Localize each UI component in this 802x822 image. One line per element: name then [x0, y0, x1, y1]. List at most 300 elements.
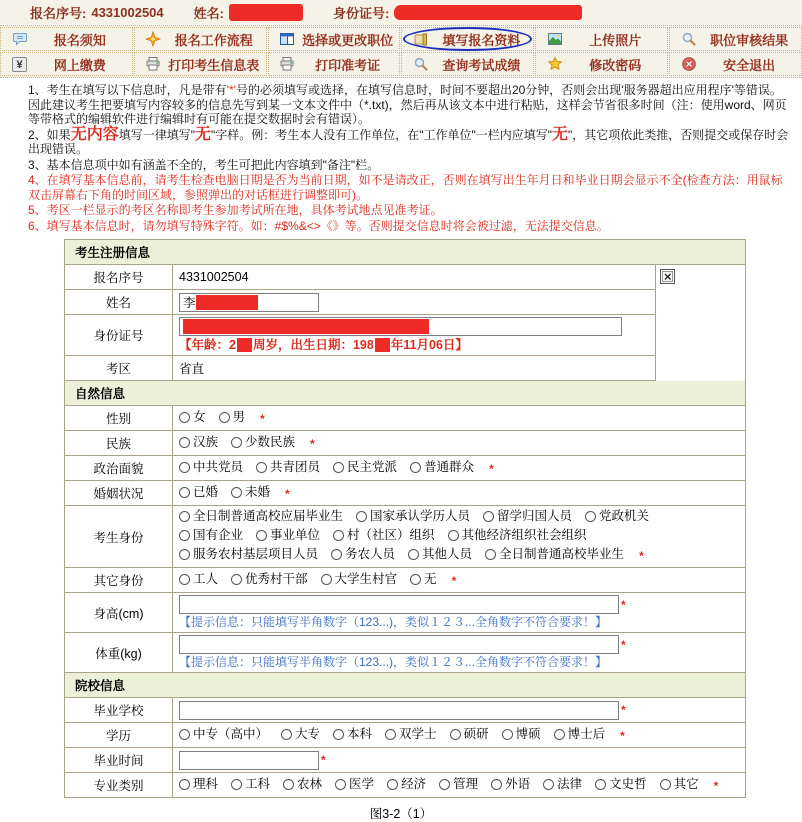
- radio-option-label: 优秀村干部: [245, 571, 308, 586]
- radio-option[interactable]: [585, 508, 649, 525]
- field-label: 考区: [65, 356, 173, 380]
- section-rows: [65, 265, 655, 381]
- field-value-cell: [173, 593, 745, 632]
- radio-option[interactable]: [333, 527, 435, 544]
- radio-icon: [491, 779, 502, 790]
- subtext-text: 周岁，出生日期：198: [252, 338, 374, 352]
- input-value-text: 李: [183, 296, 196, 310]
- instruction-text: 填写一律填写": [118, 127, 195, 142]
- radio-option[interactable]: [408, 546, 472, 563]
- field-value-line: [179, 434, 739, 453]
- radio-group: [179, 484, 290, 503]
- required-asterisk: *: [260, 411, 265, 426]
- field-value-cell: [173, 315, 655, 355]
- field-value-cell: [173, 356, 655, 380]
- radio-icon: [485, 549, 496, 560]
- field-value-line: [179, 317, 649, 336]
- table-row: [65, 290, 655, 315]
- radio-option[interactable]: [335, 776, 374, 793]
- section-header: 考生注册信息: [65, 240, 745, 265]
- field-label: 身高(cm): [65, 593, 173, 632]
- table-row: [65, 748, 745, 773]
- radio-icon: [333, 729, 344, 740]
- radio-icon: [281, 729, 292, 740]
- field-value-cell: [173, 456, 745, 480]
- field-label: 毕业学校: [65, 698, 173, 722]
- field-label: 报名序号: [65, 265, 173, 289]
- radio-icon: [179, 462, 190, 473]
- toolbar-button-label: 修改密码: [589, 57, 642, 73]
- field-value-cell: [173, 481, 745, 505]
- radio-option-label: 国有企业: [193, 528, 244, 542]
- session-field-label: 身份证号:: [333, 6, 390, 21]
- radio-option[interactable]: [231, 571, 308, 588]
- section-body: [65, 698, 745, 797]
- redaction-block: [237, 338, 252, 352]
- radio-icon: [448, 530, 459, 541]
- radio-option-label: 服务农村基层项目人员: [193, 547, 319, 561]
- id-age-subtext: [179, 337, 649, 353]
- toolbar: [0, 26, 802, 78]
- radio-option[interactable]: [333, 726, 372, 743]
- toolbar-button-label: 打印准考证: [315, 57, 381, 73]
- radio-icon: [410, 462, 421, 473]
- field-value-line: [179, 571, 739, 590]
- radio-option[interactable]: [179, 434, 218, 451]
- field-value-line: [179, 595, 739, 614]
- text-input[interactable]: [179, 701, 619, 720]
- radio-option[interactable]: [660, 776, 699, 793]
- radio-icon: [179, 437, 190, 448]
- radio-option-label: 理科: [193, 776, 219, 791]
- radio-option-label: 少数民族: [245, 434, 296, 449]
- required-asterisk: *: [451, 573, 457, 588]
- table-row: [65, 723, 745, 748]
- radio-option-label: 本科: [347, 726, 373, 741]
- radio-option-label: 管理: [453, 776, 479, 791]
- radio-icon: [554, 729, 565, 740]
- field-label: 身份证号: [65, 315, 173, 355]
- radio-option[interactable]: [231, 776, 270, 793]
- radio-option[interactable]: [179, 409, 206, 426]
- registration-form: [64, 239, 746, 798]
- instruction-text: "字样。例：考生本人没有工作单位，在"工作单位"一栏内应填写": [210, 127, 553, 142]
- radio-icon: [179, 729, 190, 740]
- radio-icon: [356, 511, 367, 522]
- radio-group: [179, 571, 456, 590]
- radio-option[interactable]: [219, 409, 246, 426]
- toolbar-button[interactable]: [0, 27, 133, 51]
- radio-option[interactable]: [491, 776, 530, 793]
- section-header: 自然信息: [65, 381, 745, 406]
- star-icon: [546, 56, 563, 72]
- required-asterisk: *: [621, 703, 626, 717]
- radio-icon: [439, 779, 450, 790]
- starburst-icon: [145, 31, 162, 47]
- field-value-line: [179, 701, 739, 720]
- magnifier-icon: [680, 31, 697, 47]
- radio-option-label: 法律: [557, 776, 583, 791]
- field-value-cell: [173, 748, 745, 772]
- toolbar-button[interactable]: [401, 52, 534, 76]
- redaction-bar: [229, 4, 303, 21]
- figure-caption: 图3-2（1）: [369, 807, 433, 821]
- broken-image-icon: [660, 271, 675, 288]
- field-label: 体重(kg): [65, 633, 173, 672]
- radio-icon: [256, 462, 267, 473]
- input-hint: 【提示信息：只能填写半角数字（123...)，类似１２３...全角数字不符合要求！】: [179, 615, 608, 629]
- radio-option[interactable]: [331, 546, 395, 563]
- field-value-cell: [173, 773, 745, 797]
- section-body: [65, 265, 745, 381]
- session-field-label: 姓名:: [193, 6, 224, 21]
- text-input[interactable]: [179, 293, 319, 312]
- field-value-line: [179, 409, 739, 428]
- radio-icon: [231, 487, 242, 498]
- radio-option-label: 村（社区）组织: [347, 528, 435, 542]
- field-value-cell: [173, 265, 655, 289]
- instruction-text: 3、基本信息项中如有涵盖不全的，考生可把此内容填到"备注"栏。: [28, 157, 380, 172]
- radio-option[interactable]: [543, 776, 582, 793]
- field-label: 学历: [65, 723, 173, 747]
- radio-option[interactable]: [179, 527, 243, 544]
- redaction-block: [375, 338, 390, 352]
- radio-option[interactable]: [231, 484, 270, 501]
- field-value-line: [179, 726, 739, 745]
- radio-option[interactable]: [450, 726, 489, 743]
- radio-option-label: 博硕: [515, 726, 541, 741]
- section-rows: [65, 406, 745, 673]
- field-value-cell: [173, 568, 745, 592]
- radio-option-label: 女: [193, 409, 206, 424]
- radio-option-label: 中共党员: [193, 459, 244, 474]
- table-row: [65, 633, 745, 673]
- redaction-bar: [394, 5, 582, 20]
- field-value-line: [179, 635, 739, 654]
- table-row: [65, 265, 655, 290]
- field-value-cell: [173, 290, 655, 314]
- toolbar-button-label: 填写报名资料: [442, 32, 521, 48]
- toolbar-button[interactable]: [268, 27, 401, 51]
- field-label: 其它身份: [65, 568, 173, 592]
- field-value-line: [179, 459, 739, 478]
- radio-option[interactable]: [231, 434, 295, 451]
- text-input[interactable]: [179, 595, 619, 614]
- field-value-cell: [173, 723, 745, 747]
- speech-bubble-icon: [11, 31, 28, 47]
- field-value-cell: [173, 506, 745, 567]
- radio-option[interactable]: [283, 776, 322, 793]
- toolbar-button-label: 上传照片: [589, 32, 642, 48]
- section-header: 院校信息: [65, 673, 745, 698]
- toolbar-button-label: 打印考生信息表: [168, 57, 260, 73]
- radio-icon: [408, 549, 419, 560]
- required-asterisk: *: [620, 728, 625, 743]
- field-value-line: [179, 293, 649, 312]
- instruction-text: 5、考区一栏显示的考区名称即考生参加考试所在地，具体考试地点见准考证。: [28, 203, 443, 217]
- radio-option-label: 国家承认学历人员: [370, 509, 471, 523]
- radio-option-label: 全日制普通高校应届毕业生: [193, 509, 344, 523]
- radio-option-label: 民主党派: [347, 459, 398, 474]
- radio-icon: [219, 412, 230, 423]
- radio-group: [179, 409, 265, 428]
- radio-option-label: 共青团员: [270, 459, 321, 474]
- instruction-line: [28, 83, 792, 127]
- radio-icon: [179, 549, 190, 560]
- table-row: [65, 506, 745, 568]
- radio-option-label: 经济: [401, 776, 427, 791]
- toolbar-button-label: 报名工作流程: [174, 32, 253, 48]
- radio-option-label: 工人: [193, 571, 219, 586]
- radio-icon: [410, 574, 421, 585]
- radio-option[interactable]: [554, 726, 606, 743]
- section-body: [65, 406, 745, 673]
- radio-group: [179, 434, 315, 453]
- toolbar-button[interactable]: [0, 52, 133, 76]
- field-value-cell: [173, 698, 745, 722]
- instruction-text: 无: [552, 125, 569, 143]
- radio-icon: [179, 487, 190, 498]
- radio-icon: [179, 574, 190, 585]
- text-input[interactable]: [179, 317, 622, 336]
- window-grid-icon: [279, 31, 296, 47]
- radio-option-label: 医学: [349, 776, 375, 791]
- instructions: [0, 78, 802, 236]
- radio-option-label: 务农人员: [345, 547, 396, 561]
- radio-option[interactable]: [410, 571, 437, 588]
- section-rows: [65, 698, 745, 797]
- radio-icon: [502, 729, 513, 740]
- text-input[interactable]: [179, 751, 319, 770]
- radio-option-label: 汉族: [193, 434, 219, 449]
- photo-icon: [546, 31, 563, 47]
- radio-group: [179, 726, 625, 745]
- toolbar-button-label: 职位审核结果: [710, 32, 789, 48]
- radio-option[interactable]: [410, 459, 474, 476]
- radio-option[interactable]: [502, 726, 541, 743]
- radio-option-label: 全日制普通高校毕业生: [499, 547, 625, 561]
- instruction-line: [28, 173, 792, 202]
- toolbar-button-label: 安全退出: [723, 57, 776, 73]
- table-row: [65, 431, 745, 456]
- instruction-text: 1、考生在填写以下信息时，凡是带有: [28, 83, 227, 97]
- instruction-text: 6、填写基本信息时，请勿填写特殊字符。如：#$%&<>《》等。否则提交信息时将会被过滤，无法提交信息。: [28, 218, 609, 233]
- radio-option-label: 已婚: [193, 484, 219, 499]
- radio-option-label: 未婚: [245, 484, 271, 499]
- table-row: [65, 593, 745, 633]
- radio-icon: [321, 574, 332, 585]
- radio-option-label: 文史哲: [609, 776, 647, 791]
- radio-option[interactable]: [256, 459, 320, 476]
- radio-icon: [660, 779, 671, 790]
- field-label: 婚姻状况: [65, 481, 173, 505]
- toolbar-button[interactable]: [134, 27, 267, 51]
- radio-option-label: 其他经济组织社会组织: [461, 528, 587, 542]
- instruction-line: [28, 203, 792, 218]
- radio-option[interactable]: [385, 726, 437, 743]
- field-label: 性别: [65, 406, 173, 430]
- radio-option[interactable]: [448, 527, 587, 544]
- radio-option-label: 外语: [505, 776, 531, 791]
- instruction-line: [28, 125, 792, 157]
- field-value-line: [179, 484, 739, 503]
- radio-option-label: 工科: [245, 776, 271, 791]
- redaction-bar: [196, 295, 258, 310]
- field-label: 姓名: [65, 290, 173, 314]
- radio-option[interactable]: [179, 546, 318, 563]
- radio-icon: [256, 530, 267, 541]
- radio-option[interactable]: [281, 726, 320, 743]
- radio-group: [179, 776, 718, 795]
- radio-option[interactable]: [179, 484, 218, 501]
- subtext-text: 【年龄：2: [179, 338, 236, 352]
- required-asterisk: *: [321, 753, 326, 767]
- radio-icon: [335, 779, 346, 790]
- radio-option-label: 党政机关: [599, 509, 650, 523]
- radio-option-label: 双学士: [399, 726, 437, 741]
- field-label: 政治面貌: [65, 456, 173, 480]
- radio-icon: [331, 549, 342, 560]
- toolbar-button[interactable]: [268, 52, 401, 76]
- printer-icon: [145, 56, 162, 72]
- table-row: [65, 773, 745, 797]
- radio-option-label: 留学归国人员: [497, 509, 573, 523]
- radio-option-label: 中专（高中）: [193, 726, 269, 741]
- radio-option-label: 大学生村官: [334, 571, 398, 586]
- field-value: 4331002504: [179, 270, 249, 284]
- radio-group: [179, 459, 494, 478]
- required-asterisk: *: [639, 549, 644, 563]
- radio-option-label: 无: [424, 571, 437, 586]
- radio-option-label: 硕研: [463, 726, 489, 741]
- radio-option-label: 大专: [295, 726, 321, 741]
- radio-icon: [333, 530, 344, 541]
- instruction-text: 无: [194, 125, 211, 143]
- radio-icon: [179, 779, 190, 790]
- field-value-line: [179, 776, 739, 795]
- radio-icon: [385, 729, 396, 740]
- required-asterisk: *: [285, 486, 290, 501]
- magnifier-icon: [412, 56, 429, 72]
- radio-option[interactable]: [387, 776, 426, 793]
- field-value-line: [179, 751, 739, 770]
- required-asterisk: *: [621, 637, 626, 652]
- instruction-text: '*': [226, 83, 236, 97]
- toolbar-button-label: 网上缴费: [53, 57, 106, 73]
- toolbar-button[interactable]: [134, 52, 267, 76]
- required-asterisk: *: [621, 597, 626, 612]
- radio-icon: [543, 779, 554, 790]
- session-field: [194, 3, 303, 22]
- radio-option[interactable]: [179, 508, 343, 525]
- printer-icon: [279, 56, 296, 72]
- session-field: [30, 3, 164, 22]
- field-value-line: [179, 359, 649, 377]
- radio-icon: [231, 437, 242, 448]
- radio-option[interactable]: [321, 571, 398, 588]
- toolbar-button[interactable]: [535, 52, 668, 76]
- table-row: [65, 456, 745, 481]
- input-hint: 【提示信息：只能填写半角数字（123...)，类似１２３...全角数字不符合要求！】: [179, 655, 608, 669]
- radio-option-label: 男: [232, 409, 246, 424]
- instruction-text: 号的必须填写或选择，在填写信息时，时间不要超出20分钟，否则会出现'服务器超出应用程序'等错误。因此建议考生把要填写内容较多的信息先写到某一文本文件中（*.txt)，然后再从该文本中进行粘贴，这样会节省很多时间（注：使用word、网页等带格式的编辑软件进行编辑时有可能在提交数据时会有错误）。: [28, 83, 787, 126]
- toolbar-button[interactable]: [535, 27, 668, 51]
- radio-option-label: 农林: [297, 776, 323, 791]
- radio-option[interactable]: [179, 776, 218, 793]
- radio-icon: [179, 530, 190, 541]
- form-section: [65, 381, 745, 673]
- session-info-bar: [0, 0, 802, 26]
- radio-icon: [585, 511, 596, 522]
- instruction-line: [28, 219, 792, 234]
- radio-option[interactable]: [483, 508, 572, 525]
- radio-option-label: 其他人员: [422, 547, 473, 561]
- required-asterisk: *: [713, 778, 719, 793]
- radio-option[interactable]: [179, 726, 268, 743]
- instruction-text: 4、在填写基本信息前，请考生检查电脑日期是否为当前日期，如不是请改正，否则在填写出生年月日和毕业日期会显示不全(检查方法：用鼠标双击屏幕右下角的时间区域，参照弹出的对话框进行调整即可)。: [28, 173, 783, 202]
- radio-option[interactable]: [333, 459, 397, 476]
- radio-option[interactable]: [356, 508, 470, 525]
- radio-option[interactable]: [179, 571, 218, 588]
- radio-option[interactable]: [256, 527, 320, 544]
- field-value-cell: [173, 633, 745, 672]
- photo-placeholder: [655, 265, 745, 381]
- form-section: [65, 673, 745, 797]
- instruction-line: [28, 158, 792, 173]
- radio-option-label: 博士后: [567, 726, 606, 741]
- toolbar-button-label: 选择或更改职位: [302, 32, 394, 48]
- yen-icon: ¥: [11, 56, 28, 72]
- required-asterisk: *: [489, 461, 494, 476]
- table-row: [65, 698, 745, 723]
- radio-icon: [179, 412, 190, 423]
- instruction-text: "，其它项依此类推，否则提交或保存时会出现错误。: [28, 127, 789, 156]
- table-row: [65, 406, 745, 431]
- form-section: [65, 240, 745, 381]
- field-label: 毕业时间: [65, 748, 173, 772]
- table-row: [65, 481, 745, 506]
- radio-icon: [483, 511, 494, 522]
- session-field: [333, 3, 582, 22]
- radio-icon: [231, 574, 242, 585]
- table-row: [65, 315, 655, 356]
- field-value-cell: [173, 406, 745, 430]
- field-label: 考生身份: [65, 506, 173, 567]
- radio-option[interactable]: [485, 546, 624, 563]
- toolbar-button[interactable]: [669, 52, 802, 76]
- text-input[interactable]: [179, 635, 619, 654]
- radio-icon: [283, 779, 294, 790]
- instruction-text: 无内容: [70, 125, 119, 143]
- redaction-bar: [183, 319, 429, 334]
- instruction-text: 2、如果: [28, 127, 71, 142]
- radio-option[interactable]: [179, 459, 243, 476]
- radio-group: [179, 508, 739, 565]
- field-label: 民族: [65, 431, 173, 455]
- radio-option[interactable]: [439, 776, 478, 793]
- toolbar-button[interactable]: [669, 27, 802, 51]
- table-row: [65, 568, 745, 593]
- session-field-value: 4331002504: [91, 5, 164, 20]
- field-value: 省直: [179, 362, 205, 376]
- scroll-icon: [412, 31, 429, 47]
- radio-option-label: 普通群众: [424, 459, 475, 474]
- radio-icon: [595, 779, 606, 790]
- radio-icon: [231, 779, 242, 790]
- radio-icon: [450, 729, 461, 740]
- toolbar-button[interactable]: [401, 27, 534, 51]
- radio-option[interactable]: [595, 776, 647, 793]
